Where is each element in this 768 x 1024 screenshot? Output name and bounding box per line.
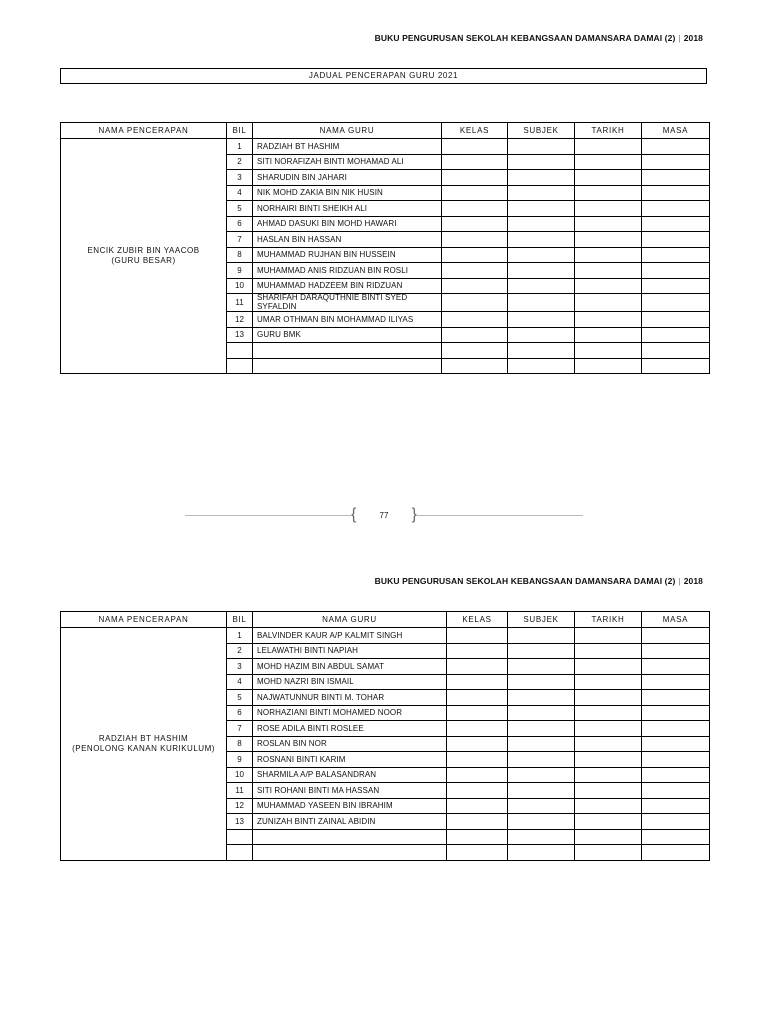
cell-masa <box>642 170 710 186</box>
cell-kelas <box>447 643 508 659</box>
cell-subjek <box>508 232 575 248</box>
cell-kelas <box>447 659 508 675</box>
cell-subjek <box>508 154 575 170</box>
row-number: 8 <box>227 247 253 263</box>
row-number: 3 <box>227 659 253 675</box>
cell-kelas <box>442 247 508 263</box>
row-number: 4 <box>227 185 253 201</box>
row-number <box>227 829 253 845</box>
cell-masa <box>642 767 710 783</box>
observer-role: (PENOLONG KANAN KURIKULUM) <box>72 743 215 753</box>
table-header-row <box>61 123 710 139</box>
cell-tarikh <box>575 278 642 294</box>
header-year: 2018 <box>683 576 703 586</box>
cell-tarikh <box>575 690 642 706</box>
teacher-name: LELAWATHI BINTI NAPIAH <box>253 643 447 659</box>
cell-tarikh <box>575 201 642 217</box>
teacher-name: GURU BMK <box>253 327 442 343</box>
table-row <box>61 628 710 644</box>
column-header-masa: MASA <box>642 123 710 139</box>
cell-subjek <box>508 705 575 721</box>
cell-subjek <box>508 247 575 263</box>
column-header-tarikh: TARIKH <box>575 612 642 628</box>
row-number: 1 <box>227 139 253 155</box>
cell-tarikh <box>575 845 642 861</box>
table-row <box>61 139 710 155</box>
cell-tarikh <box>575 643 642 659</box>
cell-masa <box>642 752 710 768</box>
row-number: 12 <box>227 312 253 328</box>
column-header-subjek: SUBJEK <box>508 123 575 139</box>
teacher-name <box>253 358 442 374</box>
cell-kelas <box>447 721 508 737</box>
cell-masa <box>642 690 710 706</box>
cell-tarikh <box>575 674 642 690</box>
cell-masa <box>642 343 710 359</box>
cell-kelas <box>447 674 508 690</box>
cell-masa <box>642 312 710 328</box>
header-separator: | <box>678 33 681 43</box>
cell-kelas <box>442 278 508 294</box>
row-number: 6 <box>227 216 253 232</box>
cell-tarikh <box>575 232 642 248</box>
cell-subjek <box>508 263 575 279</box>
cell-kelas <box>447 628 508 644</box>
teacher-name: MOHD NAZRI BIN ISMAIL <box>253 674 447 690</box>
cell-kelas <box>447 767 508 783</box>
row-number: 11 <box>227 294 253 312</box>
row-number: 5 <box>227 201 253 217</box>
cell-kelas <box>442 263 508 279</box>
teacher-name: MUHAMMAD RUJHAN BIN HUSSEIN <box>253 247 442 263</box>
page-header <box>375 33 703 43</box>
cell-masa <box>642 829 710 845</box>
cell-tarikh <box>575 216 642 232</box>
cell-kelas <box>442 201 508 217</box>
row-number: 2 <box>227 643 253 659</box>
cell-tarikh <box>575 814 642 830</box>
row-number: 6 <box>227 705 253 721</box>
header-title: BUKU PENGURUSAN SEKOLAH KEBANGSAAN DAMANSARA DAMAI (2) <box>374 33 676 43</box>
page-footer <box>185 508 583 524</box>
teacher-name: ROSLAN BIN NOR <box>253 736 447 752</box>
observation-table-1 <box>60 122 710 374</box>
cell-masa <box>642 721 710 737</box>
cell-tarikh <box>575 327 642 343</box>
row-number: 11 <box>227 783 253 799</box>
footer-brace-right: } <box>411 506 417 523</box>
column-header-nama-pencerapan: NAMA PENCERAPAN <box>61 612 227 628</box>
cell-subjek <box>508 767 575 783</box>
row-number: 10 <box>227 767 253 783</box>
cell-subjek <box>508 216 575 232</box>
cell-tarikh <box>575 829 642 845</box>
row-number: 12 <box>227 798 253 814</box>
cell-kelas <box>442 216 508 232</box>
cell-masa <box>642 154 710 170</box>
table-header-row <box>61 612 710 628</box>
cell-subjek <box>508 814 575 830</box>
cell-kelas <box>447 752 508 768</box>
teacher-name: SHARUDIN BIN JAHARI <box>253 170 442 186</box>
cell-subjek <box>508 139 575 155</box>
cell-masa <box>642 294 710 312</box>
cell-tarikh <box>575 783 642 799</box>
teacher-name: NIK MOHD ZAKIA BIN NIK HUSIN <box>253 185 442 201</box>
cell-kelas <box>442 343 508 359</box>
cell-masa <box>642 845 710 861</box>
teacher-name <box>253 845 447 861</box>
row-number: 1 <box>227 628 253 644</box>
cell-subjek <box>508 628 575 644</box>
teacher-name: BALVINDER KAUR A/P KALMIT SINGH <box>253 628 447 644</box>
cell-subjek <box>508 752 575 768</box>
header-year: 2018 <box>683 33 703 43</box>
cell-tarikh <box>575 185 642 201</box>
cell-kelas <box>447 705 508 721</box>
column-header-nama-guru: NAMA GURU <box>253 612 447 628</box>
cell-subjek <box>508 845 575 861</box>
column-header-kelas: KELAS <box>442 123 508 139</box>
cell-tarikh <box>575 247 642 263</box>
row-number: 9 <box>227 263 253 279</box>
cell-tarikh <box>575 343 642 359</box>
row-number <box>227 358 253 374</box>
cell-tarikh <box>575 294 642 312</box>
cell-subjek <box>508 327 575 343</box>
observation-table-2 <box>60 611 710 861</box>
cell-kelas <box>442 139 508 155</box>
teacher-name: ZUNIZAH BINTI ZAINAL ABIDIN <box>253 814 447 830</box>
cell-masa <box>642 327 710 343</box>
page-header <box>375 576 703 586</box>
cell-subjek <box>508 643 575 659</box>
cell-subjek <box>508 783 575 799</box>
cell-tarikh <box>575 736 642 752</box>
header-title: BUKU PENGURUSAN SEKOLAH KEBANGSAAN DAMANSARA DAMAI (2) <box>374 576 676 586</box>
cell-tarikh <box>575 263 642 279</box>
cell-masa <box>642 814 710 830</box>
cell-masa <box>642 643 710 659</box>
teacher-name: SHARIFAH DARAQUTHNIE BINTI SYED SYFALDIN <box>253 294 442 312</box>
row-number: 13 <box>227 327 253 343</box>
cell-kelas <box>442 154 508 170</box>
cell-tarikh <box>575 154 642 170</box>
teacher-name: MUHAMMAD HADZEEM BIN RIDZUAN <box>253 278 442 294</box>
cell-subjek <box>508 798 575 814</box>
cell-kelas <box>447 814 508 830</box>
row-number: 13 <box>227 814 253 830</box>
teacher-name: NORHAZIANI BINTI MOHAMED NOOR <box>253 705 447 721</box>
cell-subjek <box>508 829 575 845</box>
footer-rule-right <box>417 515 583 516</box>
cell-masa <box>642 628 710 644</box>
cell-subjek <box>508 185 575 201</box>
cell-subjek <box>508 312 575 328</box>
cell-tarikh <box>575 628 642 644</box>
cell-tarikh <box>575 312 642 328</box>
cell-kelas <box>447 736 508 752</box>
header-separator: | <box>678 576 681 586</box>
column-header-nama-guru: NAMA GURU <box>253 123 442 139</box>
column-header-masa: MASA <box>642 612 710 628</box>
cell-kelas <box>442 358 508 374</box>
teacher-name: SITI ROHANI BINTI MA HASSAN <box>253 783 447 799</box>
cell-subjek <box>508 736 575 752</box>
cell-kelas <box>442 312 508 328</box>
column-header-bil: BIL <box>227 612 253 628</box>
observer-cell <box>61 139 227 374</box>
footer-brace-left: { <box>351 506 357 523</box>
row-number: 5 <box>227 690 253 706</box>
cell-tarikh <box>575 659 642 675</box>
teacher-name <box>253 343 442 359</box>
schedule-title: JADUAL PENCERAPAN GURU 2021 <box>60 68 707 84</box>
cell-subjek <box>508 170 575 186</box>
cell-masa <box>642 705 710 721</box>
teacher-name: ROSNANI BINTI KARIM <box>253 752 447 768</box>
cell-kelas <box>442 170 508 186</box>
cell-tarikh <box>575 752 642 768</box>
cell-masa <box>642 798 710 814</box>
teacher-name: AHMAD DASUKI BIN MOHD HAWARI <box>253 216 442 232</box>
cell-tarikh <box>575 170 642 186</box>
cell-masa <box>642 736 710 752</box>
cell-masa <box>642 783 710 799</box>
cell-tarikh <box>575 721 642 737</box>
teacher-name: NAJWATUNNUR BINTI M. TOHAR <box>253 690 447 706</box>
cell-kelas <box>447 690 508 706</box>
cell-kelas <box>442 232 508 248</box>
cell-tarikh <box>575 705 642 721</box>
column-header-subjek: SUBJEK <box>508 612 575 628</box>
teacher-name: MUHAMMAD ANIS RIDZUAN BIN ROSLI <box>253 263 442 279</box>
row-number: 4 <box>227 674 253 690</box>
column-header-kelas: KELAS <box>447 612 508 628</box>
row-number: 3 <box>227 170 253 186</box>
cell-masa <box>642 216 710 232</box>
cell-masa <box>642 232 710 248</box>
cell-masa <box>642 263 710 279</box>
observer-name: ENCIK ZUBIR BIN YAACOB <box>87 246 200 255</box>
cell-tarikh <box>575 139 642 155</box>
teacher-name: SHARMILA A/P BALASANDRAN <box>253 767 447 783</box>
row-number: 7 <box>227 232 253 248</box>
cell-tarikh <box>575 798 642 814</box>
cell-subjek <box>508 659 575 675</box>
cell-subjek <box>508 278 575 294</box>
column-header-tarikh: TARIKH <box>575 123 642 139</box>
cell-kelas <box>447 829 508 845</box>
teacher-name: HASLAN BIN HASSAN <box>253 232 442 248</box>
teacher-name: MOHD HAZIM BIN ABDUL SAMAT <box>253 659 447 675</box>
cell-subjek <box>508 674 575 690</box>
row-number: 9 <box>227 752 253 768</box>
cell-subjek <box>508 721 575 737</box>
row-number <box>227 845 253 861</box>
row-number: 2 <box>227 154 253 170</box>
cell-tarikh <box>575 767 642 783</box>
teacher-name <box>253 829 447 845</box>
cell-kelas <box>447 845 508 861</box>
cell-masa <box>642 674 710 690</box>
row-number: 10 <box>227 278 253 294</box>
cell-masa <box>642 201 710 217</box>
teacher-name: SITI NORAFIZAH BINTI MOHAMAD ALI <box>253 154 442 170</box>
row-number <box>227 343 253 359</box>
row-number: 8 <box>227 736 253 752</box>
cell-kelas <box>447 783 508 799</box>
cell-subjek <box>508 343 575 359</box>
teacher-name: NORHAIRI BINTI SHEIKH ALI <box>253 201 442 217</box>
cell-kelas <box>447 798 508 814</box>
cell-masa <box>642 139 710 155</box>
teacher-name: MUHAMMAD YASEEN BIN IBRAHIM <box>253 798 447 814</box>
teacher-name: RADZIAH BT HASHIM <box>253 139 442 155</box>
cell-tarikh <box>575 358 642 374</box>
cell-kelas <box>442 294 508 312</box>
cell-kelas <box>442 185 508 201</box>
teacher-name: UMAR OTHMAN BIN MOHAMMAD ILIYAS <box>253 312 442 328</box>
cell-masa <box>642 358 710 374</box>
row-number: 7 <box>227 721 253 737</box>
observer-name: RADZIAH BT HASHIM <box>98 733 189 743</box>
cell-subjek <box>508 358 575 374</box>
cell-subjek <box>508 201 575 217</box>
cell-masa <box>642 247 710 263</box>
observer-role: (GURU BESAR) <box>111 256 176 265</box>
column-header-bil: BIL <box>227 123 253 139</box>
cell-masa <box>642 659 710 675</box>
cell-subjek <box>508 294 575 312</box>
cell-subjek <box>508 690 575 706</box>
teacher-name: ROSE ADILA BINTI ROSLEE <box>253 721 447 737</box>
column-header-nama-pencerapan: NAMA PENCERAPAN <box>61 123 227 139</box>
cell-kelas <box>442 327 508 343</box>
cell-masa <box>642 185 710 201</box>
page-number: 77 <box>379 511 389 520</box>
observer-cell <box>61 628 227 861</box>
cell-masa <box>642 278 710 294</box>
